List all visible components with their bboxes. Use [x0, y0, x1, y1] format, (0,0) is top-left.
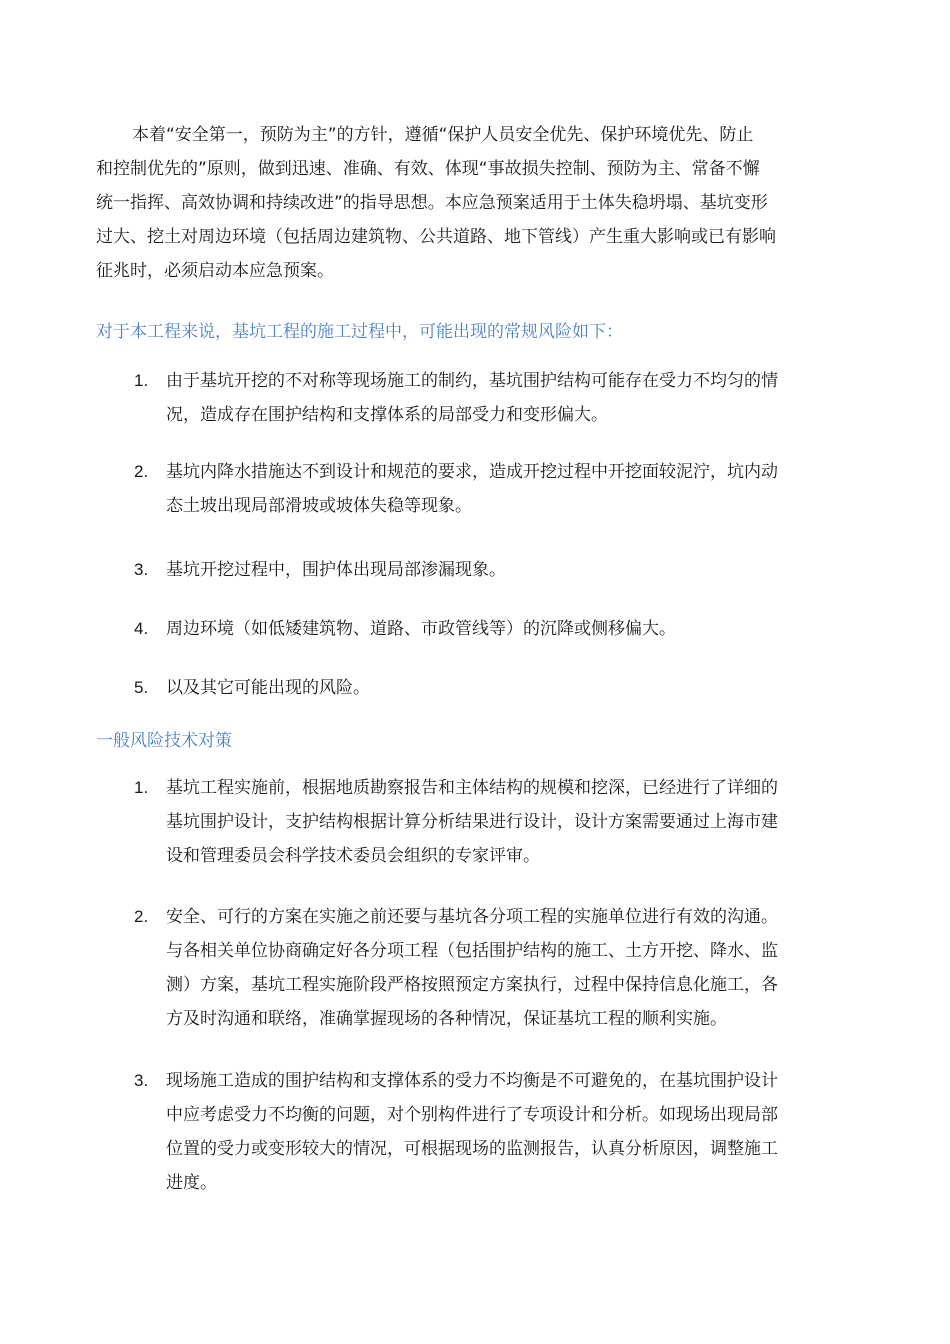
- intro-line: 本着“安全第一，预防为主”的方针，遵循“保护人员安全优先、保护环境优先、防止: [132, 125, 754, 145]
- risk-item-number: 4.: [134, 619, 149, 638]
- measure-item-line: 中应考虑受力不均衡的问题，对个别构件进行了专项设计和分析。如现场出现局部: [166, 1105, 778, 1125]
- measure-item-line: 安全、可行的方案在实施之前还要与基坑各分项工程的实施单位进行有效的沟通。: [166, 907, 778, 927]
- measure-item-text: [166, 1064, 866, 1200]
- measure-item-number: 3.: [134, 1071, 149, 1090]
- risk-item-text: [166, 671, 866, 705]
- risk-item-number: 3.: [134, 560, 149, 579]
- measures-heading: 一般风险技术对策: [96, 731, 232, 751]
- measure-item-line: 基坑围护设计，支护结构根据计算分析结果进行设计，设计方案需要通过上海市建: [166, 812, 778, 832]
- intro-paragraph: [96, 118, 864, 288]
- risk-item-number: 1.: [134, 371, 149, 390]
- measure-item-line: 进度。: [166, 1173, 217, 1193]
- risks-heading: 对于本工程来说，基坑工程的施工过程中，可能出现的常规风险如下：: [96, 322, 623, 342]
- risk-item-text: [166, 364, 866, 432]
- measure-item-line: 基坑工程实施前，根据地质勘察报告和主体结构的规模和挖深，已经进行了详细的: [166, 778, 778, 798]
- risk-item-text: [166, 553, 866, 587]
- measure-item-line: 与各相关单位协商确定好各分项工程（包括围护结构的施工、土方开挖、降水、监: [166, 941, 778, 961]
- risk-item-number: 5.: [134, 678, 149, 697]
- measure-item-line: 方及时沟通和联络，准确掌握现场的各种情况，保证基坑工程的顺利实施。: [166, 1009, 727, 1029]
- risk-item-number: 2.: [134, 462, 149, 481]
- risk-item-line: 以及其它可能出现的风险。: [166, 678, 370, 698]
- measure-item-text: [166, 900, 866, 1036]
- risk-item-line: 基坑开挖过程中，围护体出现局部渗漏现象。: [166, 560, 506, 580]
- intro-line: 征兆时，必须启动本应急预案。: [96, 261, 334, 281]
- measure-item-line: 测）方案，基坑工程实施阶段严格按照预定方案执行，过程中保持信息化施工，各: [166, 975, 778, 995]
- measure-item-text: [166, 771, 866, 873]
- risk-item-text: [166, 612, 866, 646]
- measure-item-line: 位置的受力或变形较大的情况，可根据现场的监测报告，认真分析原因，调整施工: [166, 1139, 778, 1159]
- measure-item-number: 2.: [134, 907, 149, 926]
- measure-item-line: 现场施工造成的围护结构和支撑体系的受力不均衡是不可避免的，在基坑围护设计: [166, 1071, 778, 1091]
- risk-item-line: 周边环境（如低矮建筑物、道路、市政管线等）的沉降或侧移偏大。: [166, 619, 676, 639]
- measure-item-number: 1.: [134, 778, 149, 797]
- intro-line: 和控制优先的”原则，做到迅速、准确、有效、体现“事故损失控制、预防为主、常备不懈: [96, 159, 760, 179]
- risk-item-line: 基坑内降水措施达不到设计和规范的要求，造成开挖过程中开挖面较泥泞，坑内动: [166, 462, 778, 482]
- risk-item-line: 况，造成存在围护结构和支撑体系的局部受力和变形偏大。: [166, 405, 608, 425]
- risk-item-line: 态土坡出现局部滑坡或坡体失稳等现象。: [166, 496, 472, 516]
- intro-line: 统一指挥、高效协调和持续改进”的指导思想。本应急预案适用于土体失稳坍塌、基坑变形: [96, 193, 768, 213]
- risk-item-text: [166, 455, 866, 523]
- measure-item-line: 设和管理委员会科学技术委员会组织的专家评审。: [166, 846, 540, 866]
- intro-line: 过大、挖土对周边环境（包括周边建筑物、公共道路、地下管线）产生重大影响或已有影响: [96, 227, 776, 247]
- risk-item-line: 由于基坑开挖的不对称等现场施工的制约，基坑围护结构可能存在受力不均匀的情: [166, 371, 778, 391]
